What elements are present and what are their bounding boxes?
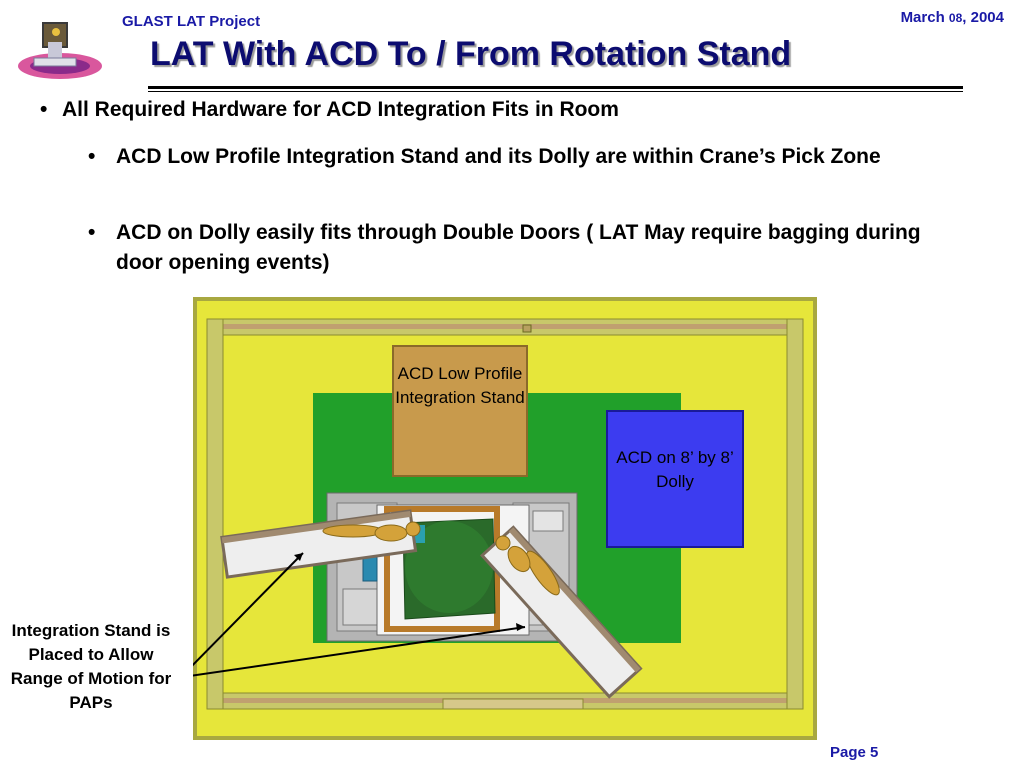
- date-day: 08: [948, 11, 963, 25]
- date-label: [901, 9, 1004, 26]
- bullet-text: ACD Low Profile Integration Stand and its Dolly are within Crane’s Pick Zone: [116, 145, 881, 168]
- glast-logo: [8, 14, 108, 86]
- slide-title: LAT With ACD To / From Rotation Stand: [150, 35, 792, 73]
- acd-dolly-label: ACD on 8’ by 8’ Dolly: [616, 448, 734, 491]
- bullet-3: [88, 218, 938, 278]
- figure-caption: Integration Stand is Placed to Allow Range of Motion for PAPs: [10, 621, 172, 712]
- page-number: Page 5: [830, 744, 879, 761]
- bullet-1: [40, 95, 940, 125]
- bullet-marker: •: [88, 221, 96, 244]
- bullet-text: ACD on Dolly easily fits through Double Doors ( LAT May require bagging during door opening events): [116, 221, 921, 274]
- bullet-marker: •: [88, 145, 96, 168]
- bullet-marker: •: [40, 98, 48, 121]
- title-rule-thin: [148, 91, 963, 92]
- date-month: March: [900, 9, 949, 26]
- title-rule: [148, 86, 963, 89]
- project-name: GLAST LAT Project: [122, 13, 261, 30]
- bullet-2: [88, 142, 938, 172]
- acd-stand-label: ACD Low Profile Integration Stand: [395, 364, 525, 407]
- date-year: , 2004: [962, 9, 1004, 26]
- bullet-text: All Required Hardware for ACD Integration Fits in Room: [62, 98, 619, 121]
